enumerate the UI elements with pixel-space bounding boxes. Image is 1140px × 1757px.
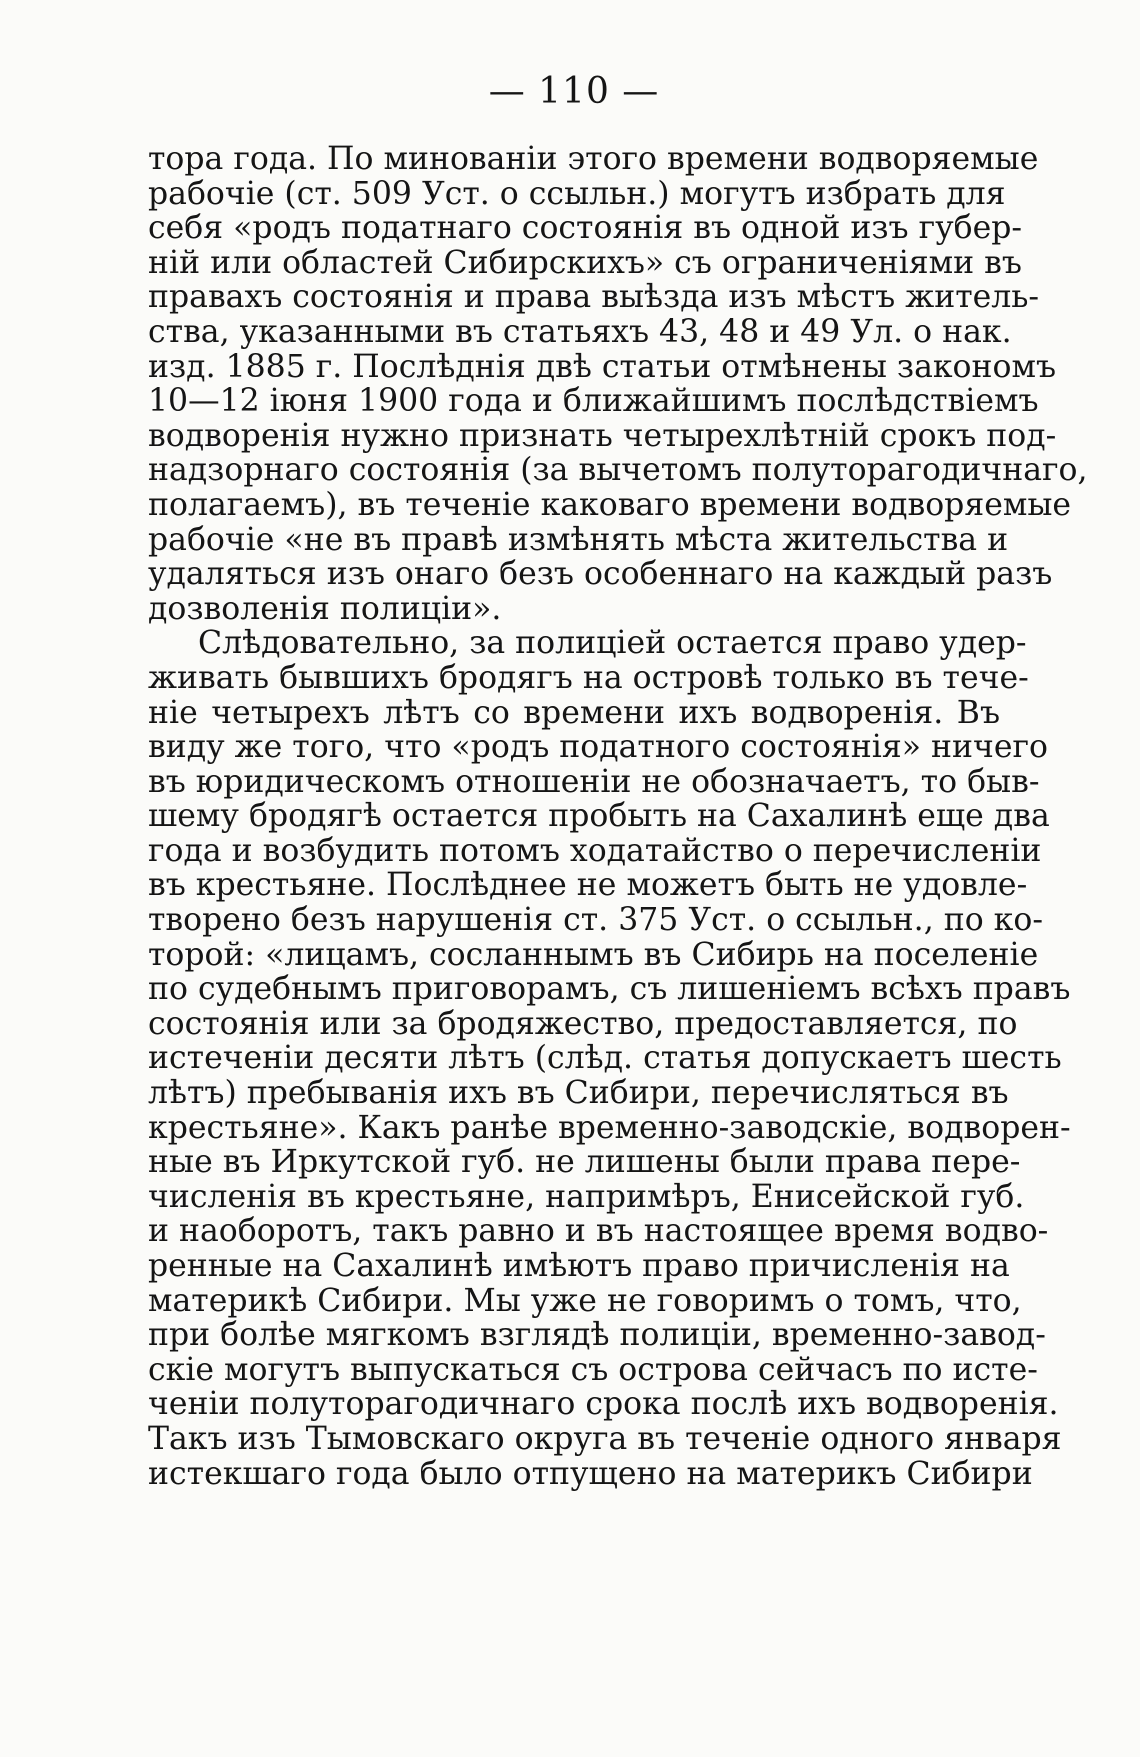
text-line: и наоборотъ, такъ равно и въ настоящее время водво-	[148, 1213, 1049, 1250]
body-text	[148, 141, 1088, 1492]
text-line: года и возбудить потомъ ходатайство о перечисленіи	[148, 832, 1042, 869]
text-line: Слѣдовательно, за полиціей остается право удер-	[198, 625, 1027, 662]
text-line: 10—12 іюня 1900 года и ближайшимъ послѣдствіемъ	[148, 383, 1039, 420]
text-line: ній или областей Сибирскихъ» съ ограниченіями въ	[148, 244, 1022, 281]
page-number: — 110 —	[488, 71, 660, 112]
book-page	[148, 71, 1088, 1672]
text-line: творено безъ нарушенія ст. 375 Уст. о ссыльн., по ко-	[148, 902, 1043, 939]
paragraph-2	[148, 625, 1071, 1492]
text-line: крестьяне». Какъ ранѣе временно-заводскіе, водворен-	[148, 1109, 1071, 1146]
text-line: полагаемъ), въ теченіе каковаго времени водворяемые	[148, 486, 1072, 523]
text-line: виду же того, что «родъ податного состоянія» ничего	[148, 729, 1048, 766]
text-line: рабочіе «не въ правѣ измѣнять мѣста жительства и	[148, 521, 1009, 558]
text-line: ные въ Иркутской губ. не лишены были права пере-	[148, 1144, 1021, 1181]
text-line: правахъ состоянія и права выѣзда изъ мѣстъ житель-	[148, 279, 1040, 316]
text-line: скіе могутъ выпускаться съ острова сейчасъ по исте-	[148, 1351, 1038, 1388]
text-line: ченіи полуторагодичнаго срока послѣ ихъ водворенія.	[148, 1386, 1059, 1423]
paragraph-1	[148, 141, 1088, 627]
text-line: торой: «лицамъ, сосланнымъ въ Сибирь на поселеніе	[148, 936, 1039, 973]
text-line: ренные на Сахалинѣ имѣютъ право причисленія на	[148, 1248, 1010, 1284]
text-line: удаляться изъ онаго безъ особеннаго на каждый разъ	[148, 556, 1053, 593]
text-line: лѣтъ) пребыванія ихъ въ Сибири, перечисляться въ	[148, 1075, 1009, 1112]
text-line: изд. 1885 г. Послѣднія двѣ статьи отмѣнены закономъ	[148, 348, 1057, 385]
text-line: ства, указанными въ статьяхъ 43, 48 и 49 Ул. о нак.	[148, 313, 1012, 350]
text-line: тора года. По минованіи этого времени водворяемые	[148, 141, 1039, 177]
text-line: въ юридическомъ отношеніи не обозначаетъ, то быв-	[148, 763, 1040, 800]
text-line: надзорнаго состоянія (за вычетомъ полуторагодичнаго,	[148, 452, 1088, 489]
text-line: истеченіи десяти лѣтъ (слѣд. статья допускаетъ шесть	[148, 1040, 1062, 1077]
text-line: материкѣ Сибири. Мы уже не говоримъ о томъ, что,	[148, 1282, 1022, 1319]
text-line: водворенія нужно признать четырехлѣтній срокъ под-	[148, 417, 1057, 454]
text-line: по судебнымъ приговорамъ, съ лишеніемъ всѣхъ правъ	[148, 971, 1071, 1008]
text-line: въ крестьяне. Послѣднее не можетъ быть не удовле-	[148, 867, 1028, 904]
text-line: рабочіе (ст. 509 Уст. о ссыльн.) могутъ избрать для	[148, 175, 1006, 212]
text-line: истекшаго года было отпущено на материкъ Сибири	[148, 1455, 1033, 1492]
text-line: дозволенія полиціи».	[148, 590, 502, 627]
text-line: численія въ крестьяне, напримѣръ, Енисейской губ.	[148, 1178, 1025, 1215]
text-line: живать бывшихъ бродягъ на островѣ только въ тече-	[148, 659, 1029, 696]
text-line: себя «родъ податнаго состоянія въ одной изъ губер-	[148, 210, 1023, 247]
text-line: состоянія или за бродяжество, предоставляется, по	[148, 1005, 1018, 1042]
text-line: при болѣе мягкомъ взглядѣ полиціи, временно-завод-	[148, 1317, 1046, 1354]
text-line: ніе четырехъ лѣтъ со времени ихъ водворенія. Въ	[148, 694, 1000, 731]
text-line: Такъ изъ Тымовскаго округа въ теченіе одного января	[148, 1420, 1062, 1457]
text-line: шему бродягѣ остается пробыть на Сахалинѣ еще два	[148, 798, 1050, 835]
